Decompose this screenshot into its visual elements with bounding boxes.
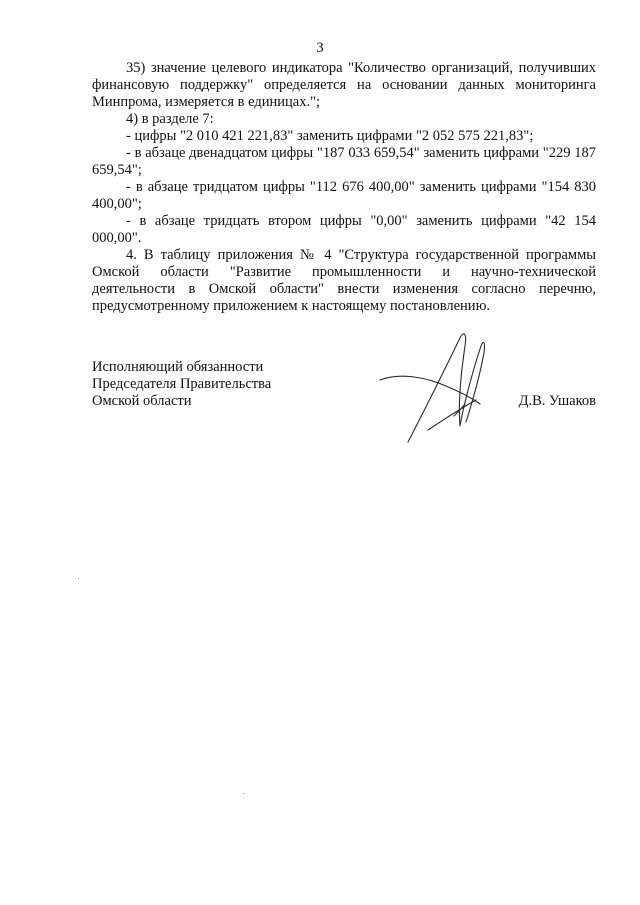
document-body	[92, 60, 596, 315]
signatory-position	[92, 359, 342, 410]
paragraph-indicator-35: 35) значение целевого индикатора "Количество организаций, получивших финансовую поддержку" определяется на основании данных мониторинга Минпрома, измеряется в единицах.";	[92, 60, 596, 110]
scan-speck	[243, 793, 244, 794]
paragraph-section-7: 4) в разделе 7:	[126, 111, 214, 127]
position-line: Омской области	[92, 393, 192, 409]
paragraph-replace-30th: - в абзаце тридцатом цифры "112 676 400,00" заменить цифрами "154 830 400,00";	[92, 179, 596, 212]
paragraph-replace-12th: - в абзаце двенадцатом цифры "187 033 659,54" заменить цифрами "229 187 659,54";	[92, 145, 596, 178]
scan-speck	[78, 578, 79, 579]
position-line: Исполняющий обязанности	[92, 359, 264, 375]
signature-icon	[368, 318, 518, 448]
paragraph-item-4: 4. В таблицу приложения № 4 "Структура государственной программы Омской области "Развитие промышленности и научно-технической деятельности в Омской области" внести изменения согласно перечню, предусмотренному приложением к настоящему постановлению.	[92, 247, 596, 314]
paragraph-replace-total: - цифры "2 010 421 221,83" заменить цифрами "2 052 575 221,83";	[126, 128, 534, 144]
page-number: 3	[316, 40, 324, 56]
paragraph-replace-32nd: - в абзаце тридцать втором цифры "0,00" заменить цифрами "42 154 000,00".	[92, 213, 596, 246]
signatory-name: Д.В. Ушаков	[518, 393, 596, 409]
position-line: Председателя Правительства	[92, 376, 272, 392]
